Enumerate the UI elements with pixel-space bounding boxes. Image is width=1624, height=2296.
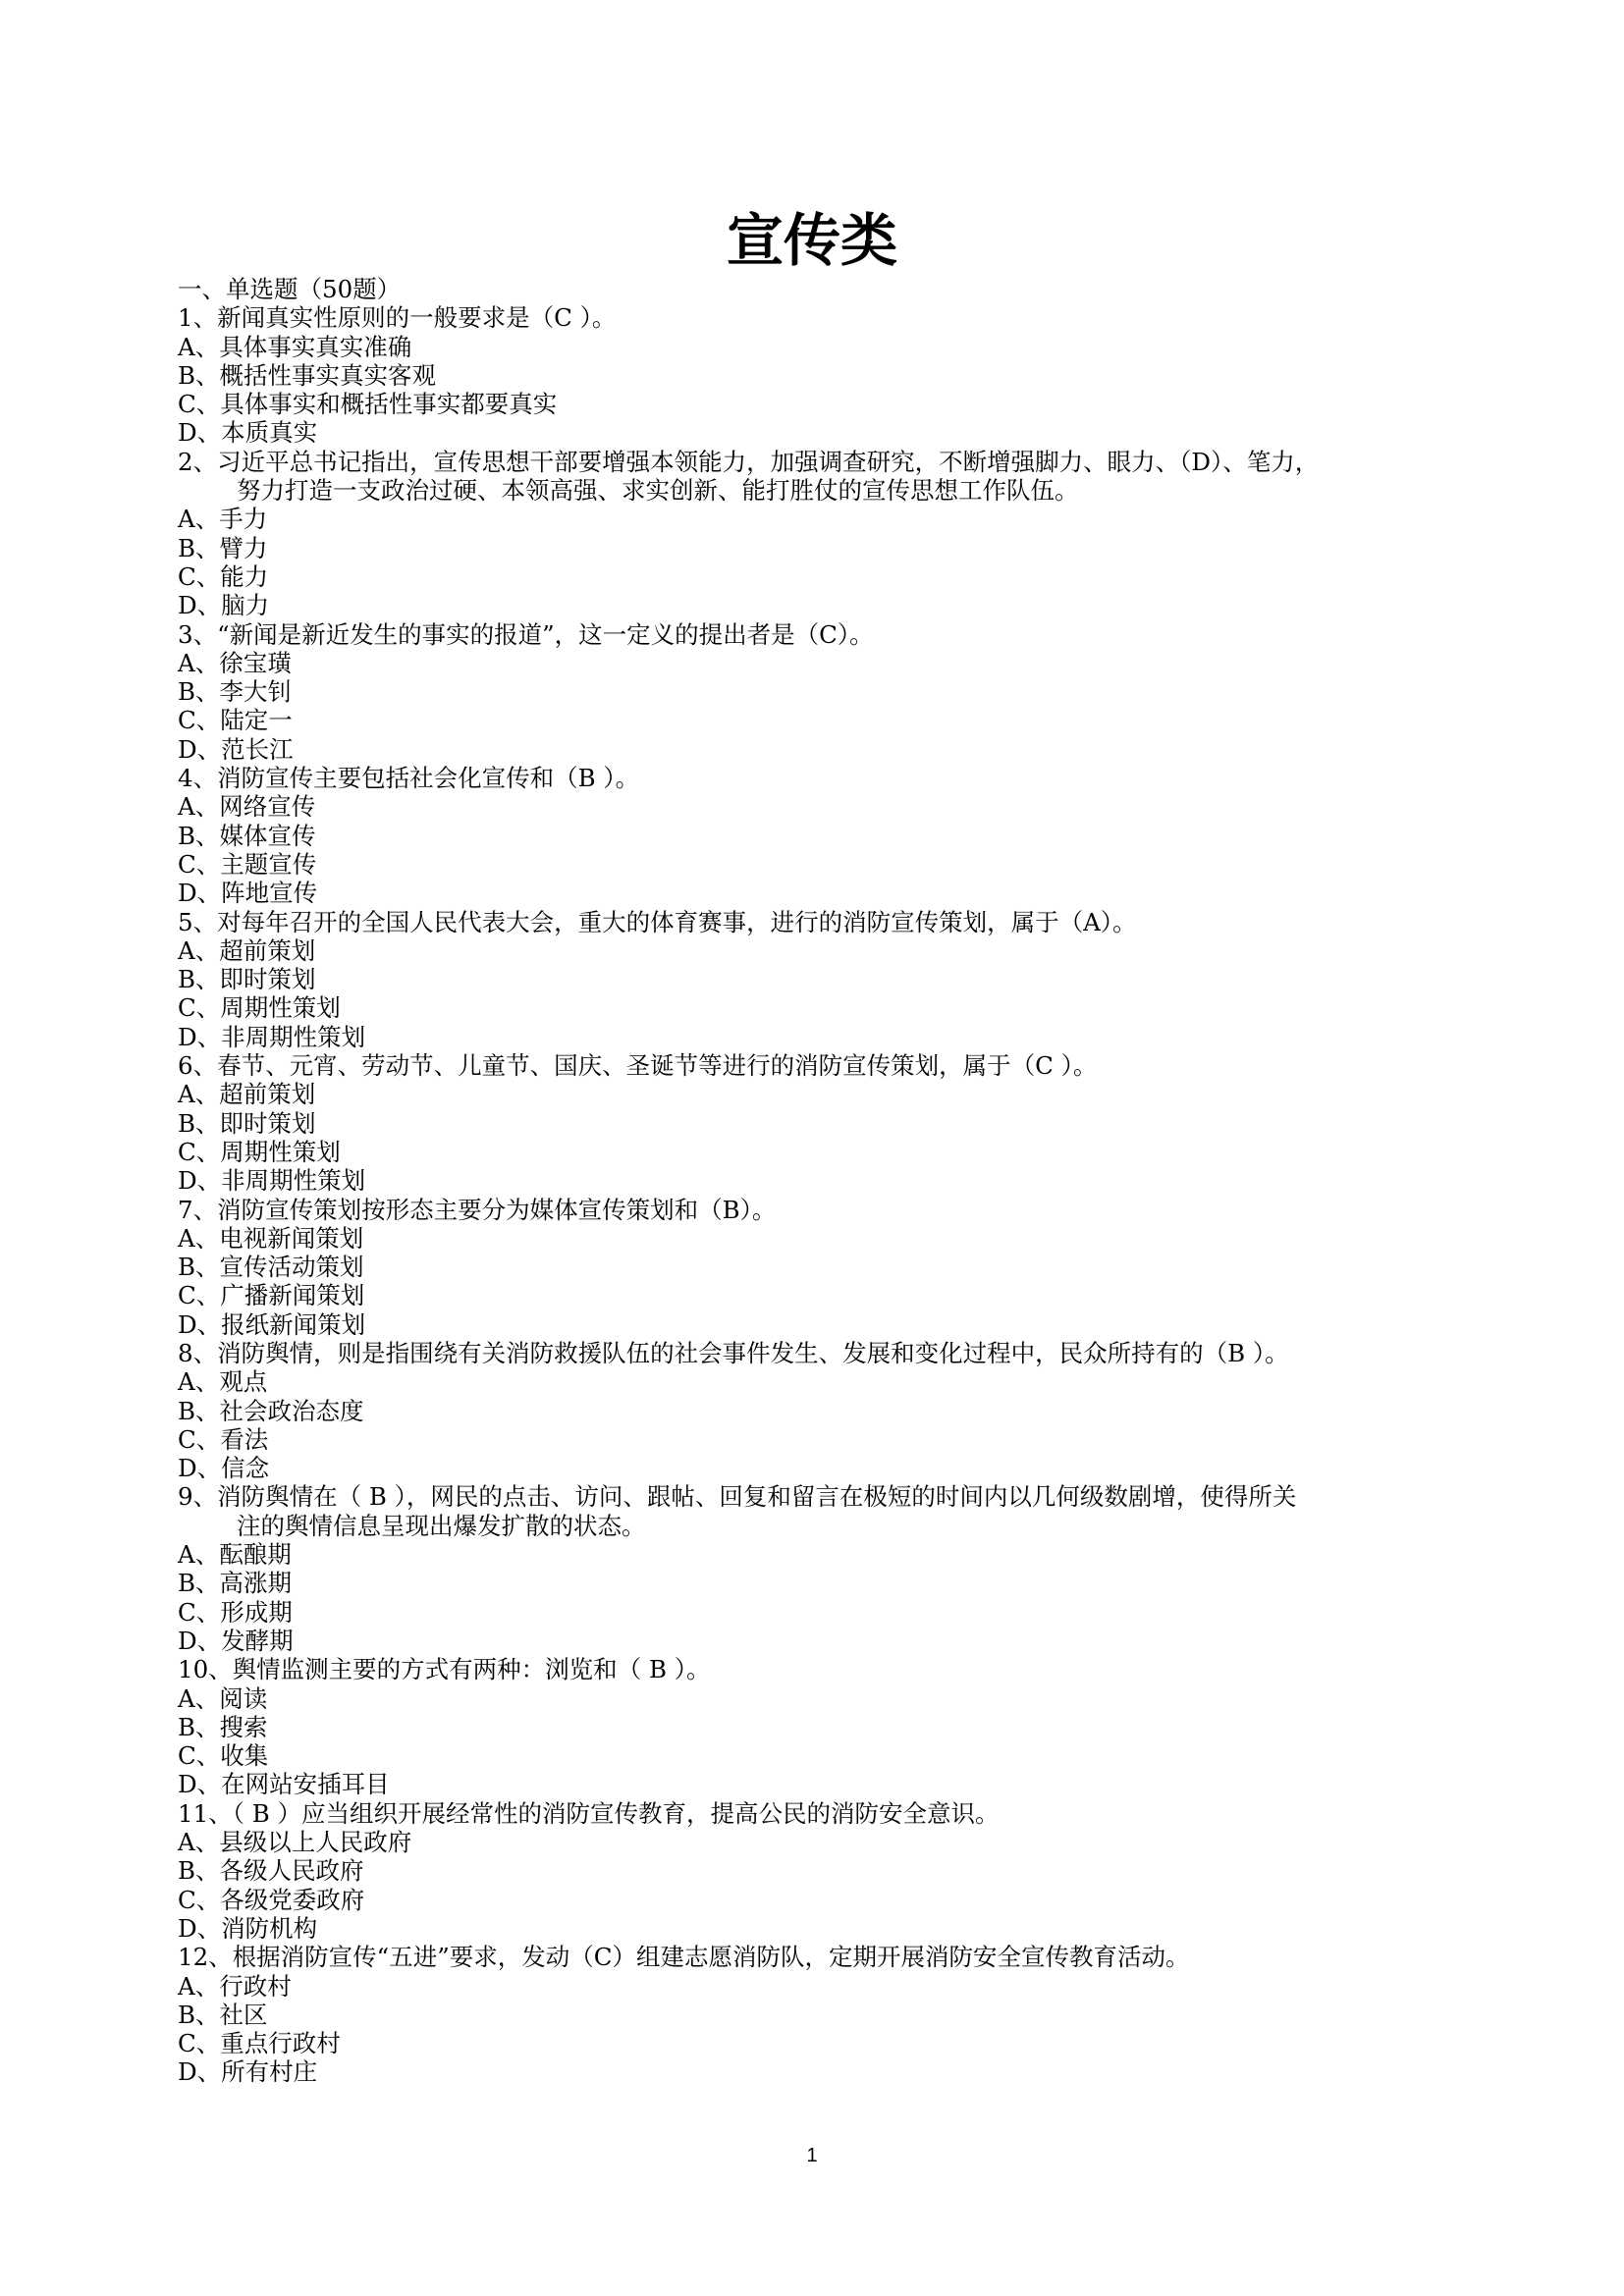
answer-option: B、臂力 xyxy=(178,533,268,562)
answer-option: B、即时策划 xyxy=(178,1108,316,1138)
answer-option: C、周期性策划 xyxy=(178,993,341,1023)
answer-option: D、阵地宣传 xyxy=(178,879,318,908)
answer-option: B、高涨期 xyxy=(178,1569,293,1598)
answer-option: D、在网站安插耳目 xyxy=(178,1770,390,1799)
page-number: 1 xyxy=(806,2145,818,2166)
answer-option: A、超前策划 xyxy=(178,935,316,965)
answer-option: D、信念 xyxy=(178,1454,270,1483)
question-text: 6、春节、元宵、劳动节、儿童节、国庆、圣诞节等进行的消防宣传策划，属于（C ）。 xyxy=(178,1051,1098,1081)
question-text: 12、根据消防宣传“五进”要求，发动（C）组建志愿消防队，定期开展消防安全宣传教育活动。 xyxy=(178,1943,1190,1972)
answer-option: C、陆定一 xyxy=(178,706,293,735)
answer-option: D、报纸新闻策划 xyxy=(178,1309,366,1339)
answer-option: B、各级人民政府 xyxy=(178,1856,364,1886)
document-title: 宣传类 xyxy=(726,207,897,274)
answer-option: A、观点 xyxy=(178,1367,268,1397)
answer-option: A、阅读 xyxy=(178,1683,268,1713)
question-text: 5、对每年召开的全国人民代表大会，重大的体育赛事，进行的消防宣传策划，属于（A）。 xyxy=(178,907,1137,936)
answer-option: C、广播新闻策划 xyxy=(178,1281,365,1310)
answer-option: C、形成期 xyxy=(178,1597,293,1627)
question-text: 1、新闻真实性原则的一般要求是（C ）。 xyxy=(178,303,617,333)
answer-option: B、社区 xyxy=(178,2000,268,2029)
question-text: 10、舆情监测主要的方式有两种：浏览和（ B ）。 xyxy=(178,1655,711,1684)
answer-option: D、所有村庄 xyxy=(178,2057,318,2087)
question-text-continued: 努力打造一支政治过硬、本领高强、求实创新、能打胜仗的宣传思想工作队伍。 xyxy=(237,476,1079,506)
answer-option: A、超前策划 xyxy=(178,1080,316,1109)
answer-option: A、手力 xyxy=(178,505,268,534)
answer-option: C、重点行政村 xyxy=(178,2029,341,2058)
answer-option: B、即时策划 xyxy=(178,965,316,994)
answer-option: C、收集 xyxy=(178,1741,269,1771)
answer-option: B、李大钊 xyxy=(178,677,293,707)
answer-option: D、本质真实 xyxy=(178,418,318,448)
question-text: 8、消防舆情，则是指围绕有关消防救援队伍的社会事件发生、发展和变化过程中，民众所持有的（B ）。 xyxy=(178,1338,1289,1367)
answer-option: D、非周期性策划 xyxy=(178,1166,366,1196)
answer-option: B、媒体宣传 xyxy=(178,821,316,850)
answer-option: C、具体事实和概括性事实都要真实 xyxy=(178,390,558,419)
answer-option: B、宣传活动策划 xyxy=(178,1253,364,1282)
answer-option: C、能力 xyxy=(178,561,269,591)
question-text: 11、（ B ）应当组织开展经常性的消防宣传教育，提高公民的消防安全意识。 xyxy=(178,1798,1000,1828)
answer-option: C、主题宣传 xyxy=(178,849,317,879)
answer-option: A、网络宣传 xyxy=(178,792,316,822)
answer-option: D、发酵期 xyxy=(178,1626,294,1655)
question-text-continued: 注的舆情信息呈现出爆发扩散的状态。 xyxy=(237,1511,646,1540)
question-text: 7、消防宣传策划按形态主要分为媒体宣传策划和（B）。 xyxy=(178,1195,777,1224)
answer-option: B、搜索 xyxy=(178,1712,268,1741)
answer-option: A、县级以上人民政府 xyxy=(178,1828,412,1857)
answer-option: A、电视新闻策划 xyxy=(178,1223,364,1253)
question-list xyxy=(178,275,1454,2087)
answer-option: B、概括性事实真实客观 xyxy=(178,360,437,390)
answer-option: D、范长江 xyxy=(178,734,294,764)
answer-option: D、非周期性策划 xyxy=(178,1022,366,1051)
question-text: 4、消防宣传主要包括社会化宣传和（B ）。 xyxy=(178,764,640,793)
question-text: 9、消防舆情在（ B ），网民的点击、访问、跟帖、回复和留言在极短的时间内以几何级数剧增，使得所关 xyxy=(178,1482,1297,1512)
answer-option: C、看法 xyxy=(178,1424,269,1454)
answer-option: A、具体事实真实准确 xyxy=(178,332,412,361)
answer-option: D、消防机构 xyxy=(178,1913,318,1943)
answer-option: A、酝酿期 xyxy=(178,1540,292,1570)
answer-option: C、各级党委政府 xyxy=(178,1885,365,1914)
question-text: 2、习近平总书记指出，宣传思想干部要增强本领能力，加强调查研究，不断增强脚力、眼力、（D）、笔力， xyxy=(178,447,1320,476)
section-heading: 一、单选题（50题） xyxy=(178,275,402,303)
answer-option: A、行政村 xyxy=(178,1971,292,2001)
answer-option: A、徐宝璜 xyxy=(178,648,292,677)
question-text: 3、“新闻是新近发生的事实的报道”，这一定义的提出者是（C）。 xyxy=(178,619,874,649)
answer-option: D、脑力 xyxy=(178,591,270,620)
answer-option: B、社会政治态度 xyxy=(178,1396,364,1425)
answer-option: C、周期性策划 xyxy=(178,1137,341,1166)
